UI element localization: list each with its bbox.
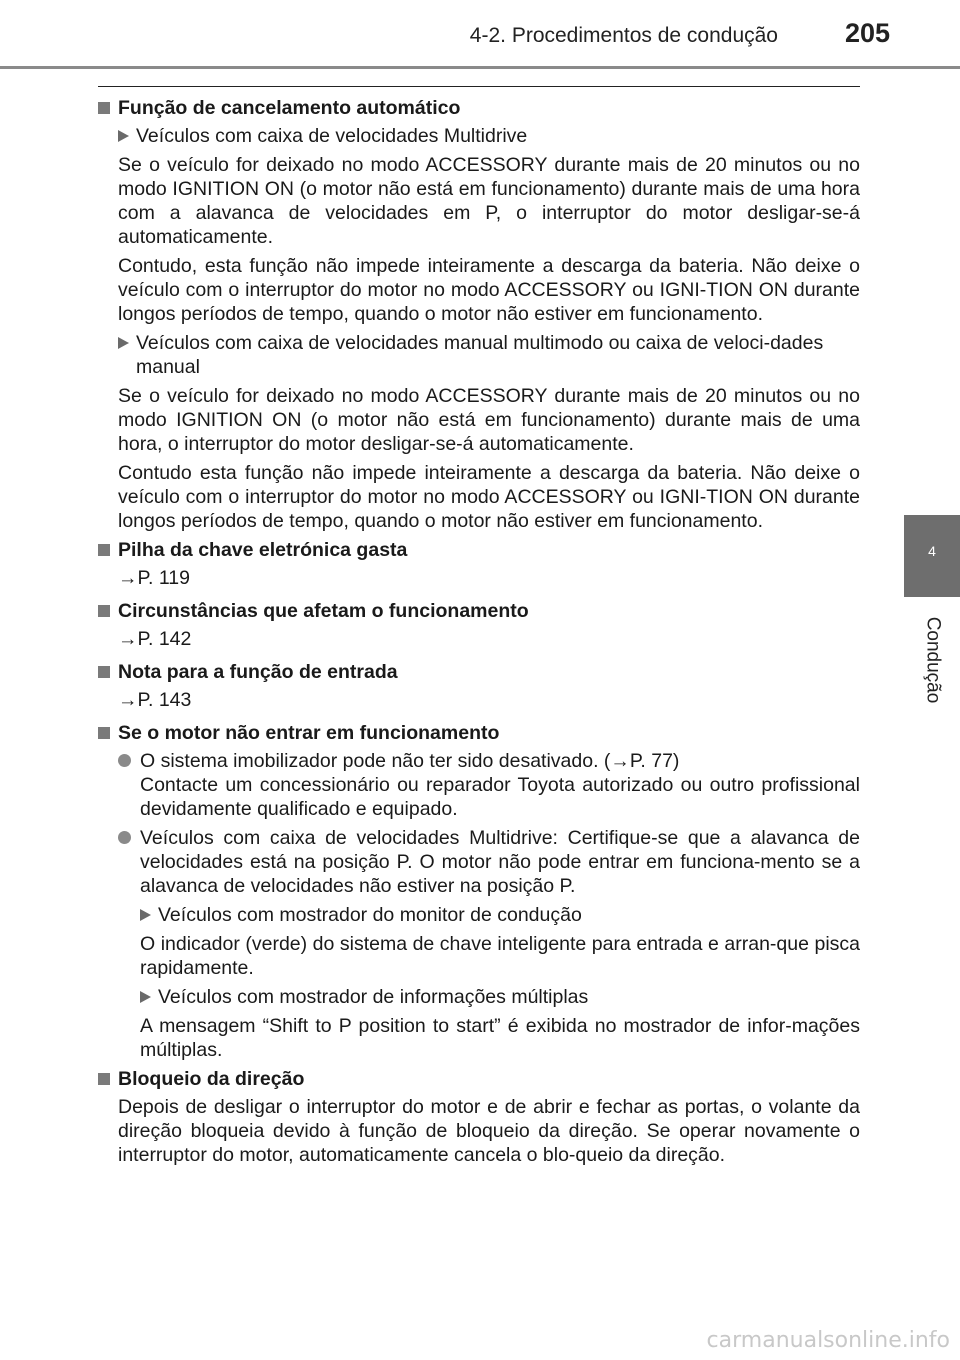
triangle-arrow-icon [118, 337, 129, 349]
page-reference[interactable]: →P. 142 [118, 628, 192, 650]
watermark: carmanualsonline.info [706, 1328, 950, 1353]
paragraph: O indicador (verde) do sistema de chave inteligente para entrada e arran-que pisca rapidamente. [140, 933, 860, 979]
subheading-drive-monitor: Veículos com mostrador do monitor de condução [98, 903, 860, 927]
paragraph: Depois de desligar o interruptor do motor e de abrir e fechar as portas, o volante da direção bloqueia devido à função de bloqueio da direção. Se operar novamente o interruptor do motor, automaticamente cancela o blo-queio da direção. [118, 1096, 860, 1166]
content-top-rule [98, 86, 860, 87]
page-reference[interactable]: →P. 143 [118, 689, 192, 711]
heading-circumstances: Circunstâncias que afetam o funcionamento [98, 599, 860, 623]
page-number: 205 [844, 18, 890, 48]
triangle-arrow-icon [140, 991, 151, 1003]
subheading-multidrive: Veículos com caixa de velocidades Multidrive [98, 124, 860, 148]
circle-bullet-icon [118, 831, 131, 844]
paragraph: A mensagem “Shift to P position to start” é exibida no mostrador de infor-mações múltiplas. [140, 1015, 860, 1061]
heading-entry-function: Nota para a função de entrada [98, 660, 860, 684]
square-bullet-icon [98, 727, 110, 739]
square-bullet-icon [98, 1073, 110, 1085]
square-bullet-icon [98, 605, 110, 617]
paragraph: Se o veículo for deixado no modo ACCESSORY durante mais de 20 minutos ou no modo IGNITION ON (o motor não está em funcionamento) durante mais de uma hora, o interruptor do motor desligar-se-á automaticamente. [118, 385, 860, 455]
page-reference[interactable]: →P. 119 [118, 567, 190, 589]
chapter-title: Condução [922, 616, 943, 704]
chapter-label [904, 600, 960, 720]
page-content [98, 94, 860, 1172]
heading-auto-cancel: Função de cancelamento automático [98, 96, 860, 120]
paragraph: Se o veículo for deixado no modo ACCESSORY durante mais de 20 minutos ou no modo IGNITION ON (o motor não está em funcionamento) durante mais de uma hora com a alavanca de velocidades em P, o interruptor do motor desligar-se-á automaticamente. [118, 154, 860, 248]
subheading-manual: Veículos com caixa de velocidades manual multimodo ou caixa de veloci-dades manual [98, 331, 860, 379]
square-bullet-icon [98, 102, 110, 114]
triangle-arrow-icon [140, 909, 151, 921]
chapter-number: 4 [928, 543, 936, 559]
heading-key-battery: Pilha da chave eletrónica gasta [98, 538, 860, 562]
square-bullet-icon [98, 544, 110, 556]
header-rule [0, 66, 960, 69]
circle-bullet-icon [118, 754, 131, 767]
chapter-tab[interactable] [904, 515, 960, 597]
paragraph: Contudo, esta função não impede inteiramente a descarga da bateria. Não deixe o veículo com o interruptor do motor no modo ACCESSORY ou IGNI-TION ON durante longos períodos de tempo, quando o motor não estiver em funcionamento. [118, 255, 860, 325]
subheading-multi-info: Veículos com mostrador de informações múltiplas [98, 985, 860, 1009]
triangle-arrow-icon [118, 130, 129, 142]
paragraph: Contudo esta função não impede inteiramente a descarga da bateria. Não deixe o veículo com o interruptor do motor no modo ACCESSORY ou IGNI-TION ON durante longos períodos de tempo, quando o motor não estiver em funcionamento. [118, 462, 860, 532]
bullet-item: O sistema imobilizador pode não ter sido desativado. (→P. 77) Contacte um concessionário ou reparador Toyota autorizado ou outro profissional devidamente qualificado e equipado. [98, 749, 860, 821]
section-title: 4-2. Procedimentos de condução [469, 24, 778, 47]
heading-steering-lock: Bloqueio da direção [98, 1067, 860, 1091]
heading-engine-not-start: Se o motor não entrar em funcionamento [98, 721, 860, 745]
square-bullet-icon [98, 666, 110, 678]
bullet-item: Veículos com caixa de velocidades Multidrive: Certifique-se que a alavanca de velocidades está na posição P. O motor não pode entrar em funciona-mento se a alavanca de velocidades não estiver na posição P. [98, 826, 860, 898]
